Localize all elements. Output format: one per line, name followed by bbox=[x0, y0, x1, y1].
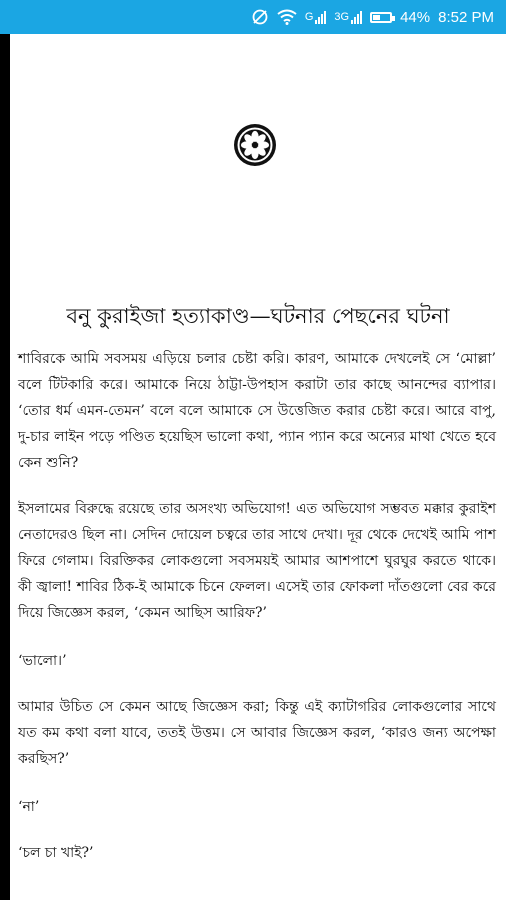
paragraph-4: আমার উচিত সে কেমন আছে জিজ্ঞেস করা; কিন্তু এই ক্যাটাগরির লোকগুলোর সাথে যত কম কথা বলা যাবে, ততই উত্তম। সে আবার জিজ্ঞেস করল, ‘কারও জন্য অপেক্ষা করছিস?’ bbox=[18, 699, 496, 767]
paragraph-3: ‘ভালো।’ bbox=[18, 653, 67, 669]
status-bar bbox=[0, 0, 506, 34]
signal-sim2-icon bbox=[334, 10, 362, 24]
paragraph-2: ইসলামের বিরুদ্ধে রয়েছে তার অসংখ্য অভিযোগ! এত অভিযোগ সম্ভবত মক্কার কুরাইশ নেতাদেরও ছিল না। সেদিন দোয়েল চত্বরে তার সাথে দেখা। দূর থেকে দেখেই আমি পাশ ফিরে গেলাম। বিরক্তিকর লোকগুলো সবসময়ই আমার আশপাশে ঘুরঘুর করতে থাকে। কী জ্বালা! শাবির ঠিক-ই আমাকে চিনে ফেলল। এসেই তার ফোকলা দাঁতগুলো বের করে দিয়ে জিজ্ঞেস করল, ‘কেমন আছিস আরিফ?’ bbox=[18, 501, 496, 621]
network-label: G bbox=[304, 11, 314, 23]
chapter-title: বনু কুরাইজা হত্যাকাণ্ড—ঘটনার পেছনের ঘটনা bbox=[66, 304, 450, 328]
battery-icon bbox=[370, 12, 392, 23]
paragraph-5: ‘না’ bbox=[18, 799, 40, 815]
do-not-disturb-icon bbox=[251, 8, 269, 26]
book-page[interactable] bbox=[10, 34, 506, 900]
wifi-icon bbox=[277, 9, 297, 25]
clock: 8:52 PM bbox=[438, 8, 494, 26]
battery-percent: 44% bbox=[400, 8, 431, 26]
paragraph-6: ‘চল চা খাই?’ bbox=[18, 845, 94, 861]
signal-sim1-icon bbox=[305, 10, 327, 24]
lotus-wheel-icon bbox=[232, 122, 278, 168]
paragraph-1: শাবিরকে আমি সবসময় এড়িয়ে চলার চেষ্টা করি। কারণ, আমাকে দেখলেই সে ‘মোল্লা’ বলে টিটকারি করে। আমাকে নিয়ে ঠাট্টা-উপহাস করাটা তার কাছে আনন্দের ব্যাপার। ‘তোর ধর্ম এমন-তেমন’ বলে বলে আমাকে সে উত্তেজিত করার চেষ্টা করে। আরে বাপু, দু-চার লাইন পড়ে পণ্ডিত হয়েছিস ভালো কথা, প্যান প্যান করে অন্যের মাথা খেতে হবে কেন শুনি? bbox=[18, 351, 496, 471]
battery-fill bbox=[373, 15, 380, 20]
network2-label: 3G bbox=[334, 11, 350, 23]
page-edge bbox=[0, 34, 10, 900]
